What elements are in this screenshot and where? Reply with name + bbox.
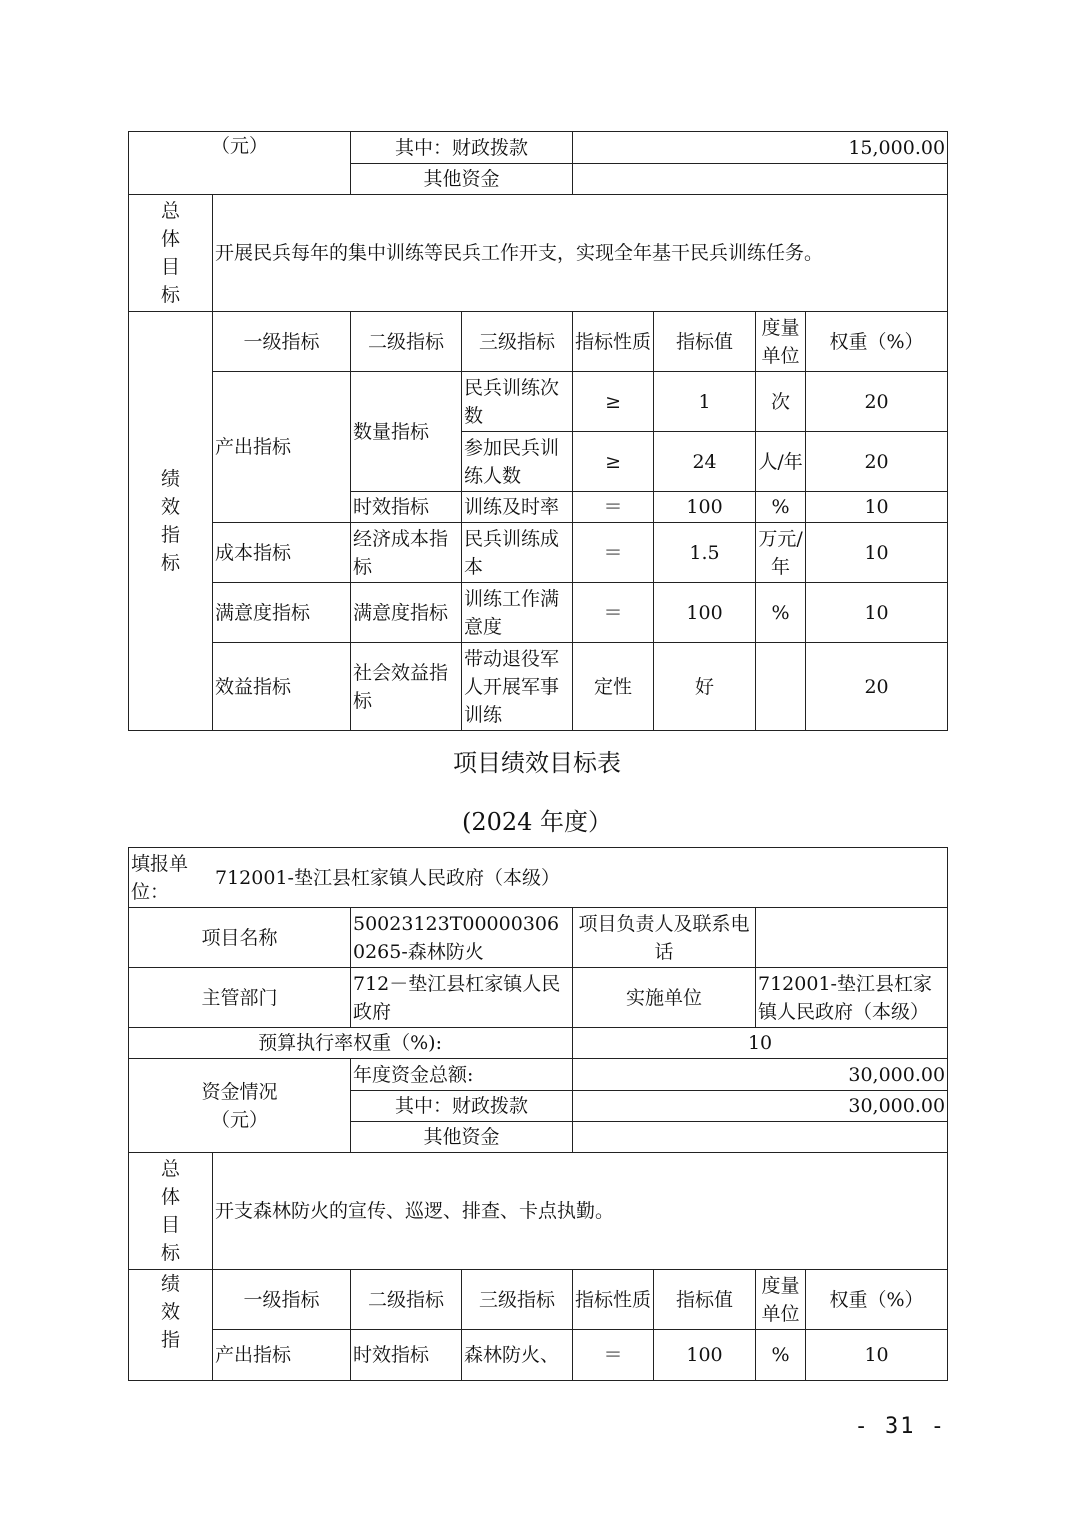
level3-cell: 民兵训练次数	[462, 372, 573, 432]
value-cell: 1	[654, 372, 756, 432]
fiscal-label: 其中：财政拨款	[351, 1091, 573, 1122]
header-value: 指标值	[654, 312, 756, 372]
other-funds-value	[573, 164, 948, 195]
header-level3: 三级指标	[462, 1270, 573, 1330]
weight-cell: 20	[806, 372, 948, 432]
other-funds-label: 其他资金	[351, 164, 573, 195]
level3-cell: 训练及时率	[462, 492, 573, 523]
level2-cell: 满意度指标	[351, 583, 462, 643]
fund-label-cell	[129, 1059, 351, 1153]
unit-cell	[756, 643, 806, 731]
header-weight: 权重（%）	[806, 312, 948, 372]
reporter-label: 填报单位：	[131, 852, 189, 903]
weight-cell: 10	[806, 492, 948, 523]
header-level1: 一级指标	[213, 312, 351, 372]
level1-cell: 成本指标	[213, 523, 351, 583]
level3-cell: 带动退役军人开展军事训练	[462, 643, 573, 731]
level1-cell: 满意度指标	[213, 583, 351, 643]
header-level3: 三级指标	[462, 312, 573, 372]
level2-cell: 经济成本指标	[351, 523, 462, 583]
contact-label: 项目负责人及联系电话	[573, 908, 756, 968]
dept-label: 主管部门	[129, 968, 351, 1028]
total-label: 年度资金总额:	[351, 1059, 573, 1091]
fiscal-label: 其中：财政拨款	[351, 132, 573, 164]
budget-rate-value: 10	[573, 1028, 948, 1059]
unit-cell: 万元/年	[756, 523, 806, 583]
fiscal-value: 30,000.00	[573, 1091, 948, 1122]
performance-table-1	[128, 131, 948, 731]
unit-cell: 人/年	[756, 432, 806, 492]
contact-value	[756, 908, 948, 968]
table-row	[129, 583, 948, 643]
performance-indicator-label: 绩 效 指	[129, 1270, 213, 1381]
unit-cell: %	[756, 583, 806, 643]
fund-unit-label: （元）	[210, 1108, 268, 1131]
value-cell: 好	[654, 643, 756, 731]
other-funds-label: 其他资金	[351, 1122, 573, 1153]
level3-cell: 民兵训练成本	[462, 523, 573, 583]
year-subtitle: (2024 年度）	[461, 808, 613, 836]
level1-cell: 效益指标	[213, 643, 351, 731]
nature-cell: ＝	[573, 583, 654, 643]
overall-goal-label: 总 体 目 标	[129, 195, 213, 312]
fiscal-value: 15,000.00	[573, 132, 948, 164]
nature-cell: ≥	[573, 372, 654, 432]
unit-cell: 次	[756, 372, 806, 432]
value-cell: 100	[654, 1330, 756, 1381]
dept-value: 712－垫江县杠家镇人民政府	[351, 968, 573, 1028]
value-cell: 100	[654, 583, 756, 643]
nature-cell: ＝	[573, 492, 654, 523]
page-number: - 31 -	[854, 1414, 946, 1439]
other-funds-value	[573, 1122, 948, 1153]
overall-goal-text: 开展民兵每年的集中训练等民兵工作开支，实现全年基干民兵训练任务。	[213, 195, 948, 312]
header-level2: 二级指标	[351, 1270, 462, 1330]
nature-cell: 定性	[573, 643, 654, 731]
impl-value: 712001-垫江县杠家镇人民政府（本级）	[756, 968, 948, 1028]
table-row	[129, 523, 948, 583]
header-nature: 指标性质	[573, 1270, 654, 1330]
level2-cell: 数量指标	[351, 372, 462, 492]
budget-rate-label: 预算执行率权重（%):	[129, 1028, 573, 1059]
nature-cell: ＝	[573, 1330, 654, 1381]
level2-cell: 时效指标	[351, 492, 462, 523]
page-title: 项目绩效目标表	[453, 749, 621, 777]
nature-cell: ≥	[573, 432, 654, 492]
weight-cell: 10	[806, 523, 948, 583]
level1-cell: 产出指标	[213, 372, 351, 523]
level1-cell: 产出指标	[213, 1330, 351, 1381]
impl-label: 实施单位	[573, 968, 756, 1028]
level2-cell: 时效指标	[351, 1330, 462, 1381]
weight-cell: 10	[806, 1330, 948, 1381]
value-cell: 100	[654, 492, 756, 523]
overall-goal-label: 总 体 目 标	[129, 1153, 213, 1270]
level3-cell: 森林防火、	[462, 1330, 573, 1381]
total-value: 30,000.00	[573, 1059, 948, 1091]
project-name-label: 项目名称	[129, 908, 351, 968]
header-value: 指标值	[654, 1270, 756, 1330]
fund-unit-label: （元）	[129, 132, 351, 195]
reporter-row	[129, 848, 948, 908]
unit-cell: %	[756, 1330, 806, 1381]
project-name-value: 50023123T000003060265-森林防火	[351, 908, 573, 968]
table-row	[129, 372, 948, 432]
weight-cell: 20	[806, 432, 948, 492]
table-row	[129, 1330, 948, 1381]
weight-cell: 10	[806, 583, 948, 643]
table-row	[129, 643, 948, 731]
fund-label: 资金情况	[201, 1080, 278, 1103]
level2-cell: 社会效益指标	[351, 643, 462, 731]
header-level1: 一级指标	[213, 1270, 351, 1330]
header-nature: 指标性质	[573, 312, 654, 372]
header-unit: 度量单位	[756, 1270, 806, 1330]
value-cell: 1.5	[654, 523, 756, 583]
weight-cell: 20	[806, 643, 948, 731]
header-unit: 度量单位	[756, 312, 806, 372]
unit-cell: %	[756, 492, 806, 523]
level3-cell: 训练工作满意度	[462, 583, 573, 643]
performance-table-2	[128, 847, 948, 1381]
value-cell: 24	[654, 432, 756, 492]
header-weight: 权重（%）	[806, 1270, 948, 1330]
level3-cell: 参加民兵训练人数	[462, 432, 573, 492]
nature-cell: ＝	[573, 523, 654, 583]
overall-goal-text: 开支森林防火的宣传、巡逻、排查、卡点执勤。	[213, 1153, 948, 1270]
performance-indicator-label: 绩 效 指 标	[129, 312, 213, 731]
header-level2: 二级指标	[351, 312, 462, 372]
reporter-value: 712001-垫江县杠家镇人民政府（本级）	[215, 866, 560, 889]
